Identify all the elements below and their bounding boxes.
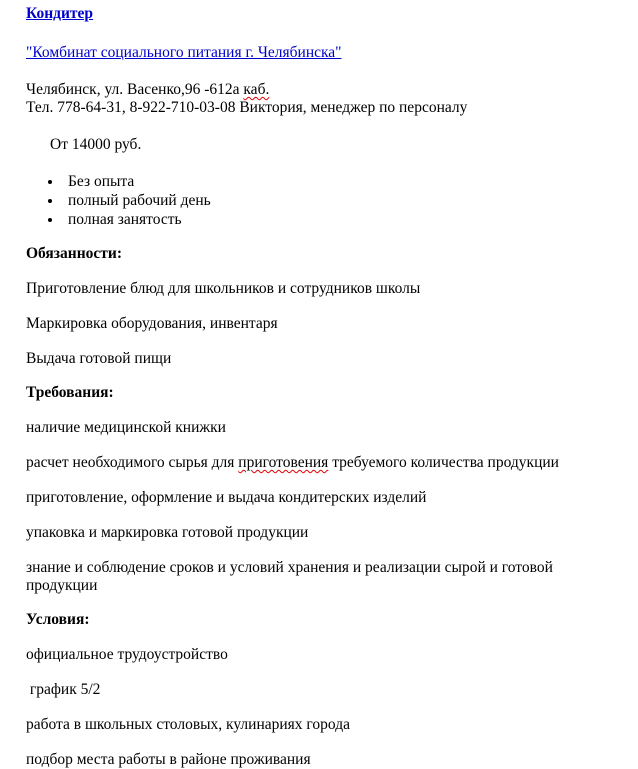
condition-item: работа в школьных столовых, кулинариях города (26, 716, 350, 733)
employment-tags-list (26, 172, 626, 229)
address-office-abbrev: каб. (243, 81, 270, 98)
address-line (26, 81, 626, 99)
list-item: полная занятость (68, 210, 626, 229)
duties-heading: Обязанности: (26, 245, 122, 262)
condition-item: официальное трудоустройство (26, 646, 228, 663)
phone-line: Тел. 778-64-31, 8-922-710-03-08 Виктория, менеджер по персоналу (26, 99, 468, 116)
requirements-heading: Требования: (26, 384, 114, 401)
company-link[interactable]: "Комбинат социального питания г. Челябинска" (26, 44, 342, 61)
list-item: Без опыта (68, 172, 626, 191)
requirement-item: наличие медицинской книжки (26, 419, 226, 436)
condition-item: график 5/2 (26, 681, 101, 698)
vacancy-header (26, 5, 626, 23)
requirement-text-end: требуемого количества продукции (328, 454, 559, 471)
requirement-item: приготовление, оформление и выдача кондитерских изделий (26, 489, 427, 506)
requirement-text-start: расчет необходимого сырья для (26, 454, 239, 471)
duty-item: Маркировка оборудования, инвентаря (26, 315, 278, 332)
duty-item: Выдача готовой пищи (26, 350, 172, 367)
salary-text: От 14000 руб. (50, 136, 142, 153)
requirement-item (26, 454, 626, 472)
requirement-item: упаковка и маркировка готовой продукции (26, 524, 309, 541)
condition-item: подбор места работы в районе проживания (26, 751, 311, 768)
document-page (26, 5, 626, 769)
misspelled-word: приготовения (238, 454, 329, 471)
duty-item: Приготовление блюд для школьников и сотрудников школы (26, 280, 421, 297)
vacancy-title-link[interactable]: Кондитер (26, 5, 94, 22)
conditions-heading: Условия: (26, 611, 90, 628)
contact-block (26, 81, 626, 117)
requirement-item: знание и соблюдение сроков и условий хранения и реализации сырой и готовой продукции (26, 559, 553, 594)
list-item: полный рабочий день (68, 191, 626, 210)
address-text: Челябинск, ул. Васенко,96 -612а (26, 81, 244, 98)
